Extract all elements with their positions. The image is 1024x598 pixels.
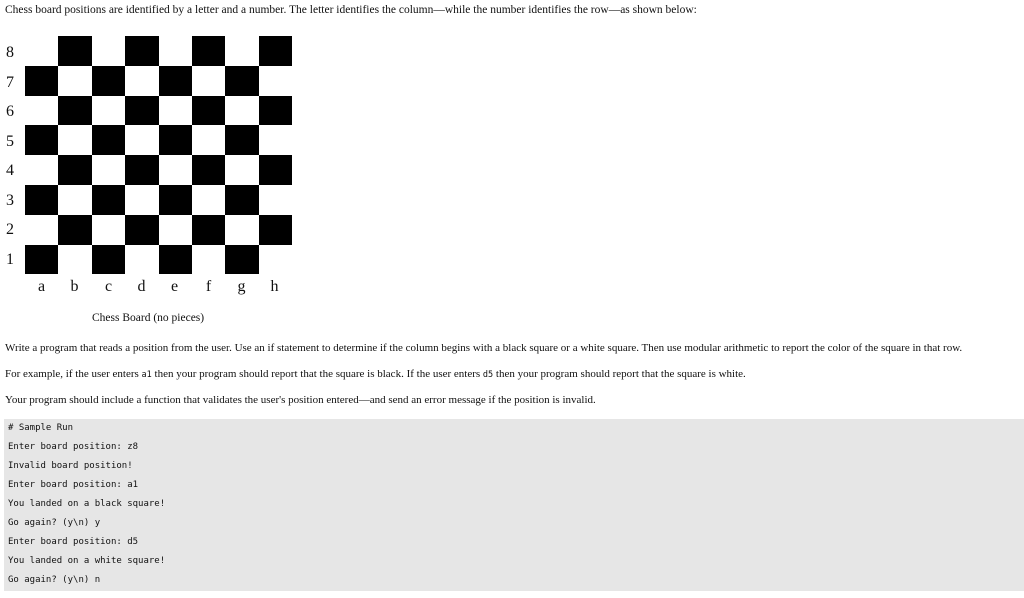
square-e5	[159, 125, 192, 155]
square-b1	[58, 245, 91, 275]
square-a8	[25, 36, 58, 66]
square-h3	[259, 185, 292, 215]
square-c8	[92, 36, 125, 66]
square-f4	[192, 155, 225, 185]
rank-label-6: 6	[6, 103, 14, 120]
square-h6	[259, 96, 292, 126]
square-b4	[58, 155, 91, 185]
square-c1	[92, 245, 125, 275]
sample-run-line: You landed on a white square!	[8, 556, 166, 566]
square-f1	[192, 245, 225, 275]
square-e1	[159, 245, 192, 275]
square-a3	[25, 185, 58, 215]
square-f2	[192, 215, 225, 245]
paragraph-validation: Your program should include a function that validates the user's position entered—and send an error message if the position is invalid.	[5, 394, 596, 406]
square-d8	[125, 36, 158, 66]
paragraph-example	[5, 368, 746, 380]
square-e8	[159, 36, 192, 66]
square-f5	[192, 125, 225, 155]
square-h8	[259, 36, 292, 66]
square-e3	[159, 185, 192, 215]
figure-caption: Chess Board (no pieces)	[92, 312, 205, 324]
square-c4	[92, 155, 125, 185]
square-g4	[225, 155, 258, 185]
square-h4	[259, 155, 292, 185]
file-label-h: h	[270, 278, 279, 295]
square-f7	[192, 66, 225, 96]
file-label-g: g	[237, 278, 246, 295]
file-label-f: f	[205, 278, 212, 295]
square-a6	[25, 96, 58, 126]
square-d5	[125, 125, 158, 155]
file-label-d: d	[137, 278, 146, 295]
rank-label-1: 1	[6, 251, 14, 268]
square-f3	[192, 185, 225, 215]
square-g7	[225, 66, 258, 96]
square-b3	[58, 185, 91, 215]
rank-label-2: 2	[6, 221, 14, 238]
square-d7	[125, 66, 158, 96]
file-label-a: a	[37, 278, 46, 295]
sample-run-line: Enter board position: d5	[8, 537, 139, 547]
square-b6	[58, 96, 91, 126]
example-code-d5: d5	[482, 370, 494, 380]
square-h2	[259, 215, 292, 245]
square-e2	[159, 215, 192, 245]
sample-run-line: Enter board position: a1	[8, 480, 139, 490]
sample-run-block	[4, 419, 1024, 591]
square-a4	[25, 155, 58, 185]
square-a2	[25, 215, 58, 245]
square-g8	[225, 36, 258, 66]
intro-text: Chess board positions are identified by a letter and a number. The letter identifies the column—while the number identifies the row—as shown below:	[5, 4, 697, 16]
chess-board-figure	[0, 36, 300, 301]
sample-run-line: # Sample Run	[8, 423, 74, 433]
example-code-a1: a1	[141, 370, 152, 380]
square-d1	[125, 245, 158, 275]
square-h7	[259, 66, 292, 96]
square-c7	[92, 66, 125, 96]
sample-run-line: Go again? (y\n) n	[8, 575, 101, 585]
file-label-e: e	[170, 278, 179, 295]
square-g6	[225, 96, 258, 126]
rank-label-5: 5	[6, 133, 14, 150]
square-g1	[225, 245, 258, 275]
square-h1	[259, 245, 292, 275]
rank-label-3: 3	[6, 192, 14, 209]
square-d3	[125, 185, 158, 215]
square-d4	[125, 155, 158, 185]
example-text-a: For example, if the user enters	[5, 368, 142, 380]
example-text-b: then your program should report that the square is black. If the user enters	[151, 368, 483, 380]
square-c5	[92, 125, 125, 155]
square-e6	[159, 96, 192, 126]
sample-run-line: You landed on a black square!	[8, 499, 166, 509]
square-g5	[225, 125, 258, 155]
square-g3	[225, 185, 258, 215]
square-g2	[225, 215, 258, 245]
file-label-c: c	[104, 278, 113, 295]
square-c3	[92, 185, 125, 215]
rank-label-7: 7	[6, 74, 14, 91]
square-a1	[25, 245, 58, 275]
square-c2	[92, 215, 125, 245]
square-d2	[125, 215, 158, 245]
sample-run-line: Go again? (y\n) y	[8, 518, 101, 528]
square-c6	[92, 96, 125, 126]
sample-run-line: Invalid board position!	[8, 461, 133, 471]
paragraph-instructions: Write a program that reads a position from the user. Use an if statement to determine if the column begins with a black square or a white square. Then use modular arithmetic to report the color of the square in that row.	[5, 342, 963, 354]
sample-run-line: Enter board position: z8	[8, 442, 139, 452]
square-b7	[58, 66, 91, 96]
rank-label-4: 4	[6, 162, 14, 179]
square-b5	[58, 125, 91, 155]
square-d6	[125, 96, 158, 126]
square-b2	[58, 215, 91, 245]
square-h5	[259, 125, 292, 155]
rank-label-8: 8	[6, 44, 14, 61]
square-b8	[58, 36, 91, 66]
square-f8	[192, 36, 225, 66]
square-e4	[159, 155, 192, 185]
square-a7	[25, 66, 58, 96]
example-text-c: then your program should report that the square is white.	[493, 368, 746, 380]
square-a5	[25, 125, 58, 155]
square-e7	[159, 66, 192, 96]
square-f6	[192, 96, 225, 126]
chess-board	[25, 36, 292, 274]
file-label-b: b	[70, 278, 79, 295]
